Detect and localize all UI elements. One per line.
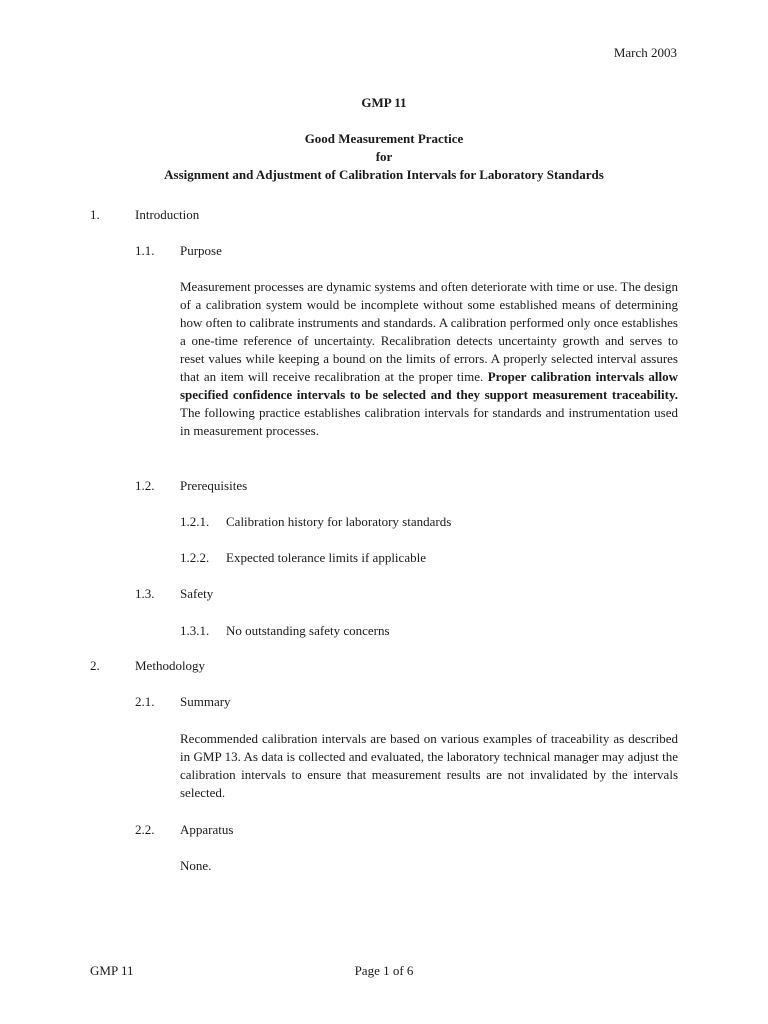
apparatus-paragraph: None. [180, 858, 212, 873]
section-2-heading [90, 657, 205, 675]
document-code: GMP 11 [361, 95, 407, 110]
purpose-text-end: The following practice establishes calibration intervals for standards and instrumentation used in measurement processes. [180, 405, 678, 438]
section-1-3-1-item [180, 622, 390, 640]
section-number: 1.1. [135, 243, 155, 258]
section-1-heading [90, 206, 199, 224]
section-number: 1.3. [135, 586, 155, 601]
section-1-1-heading [135, 242, 222, 260]
section-number: 2.1. [135, 694, 155, 709]
section-1-2-1-item [180, 513, 451, 531]
section-number: 1.2.2. [180, 550, 210, 565]
title-line-3: Assignment and Adjustment of Calibration Intervals for Laboratory Standards [164, 167, 604, 182]
purpose-paragraph [180, 278, 678, 440]
title-line-1: Good Measurement Practice [304, 131, 464, 146]
section-title: Safety [180, 586, 214, 601]
section-1-2-heading [135, 477, 247, 495]
summary-paragraph: Recommended calibration intervals are based on various examples of traceability as described in GMP 13. As data is collected and evaluated, the laboratory technical manager may adjust the calibration intervals to ensure that measurement results are not invalidated by the intervals selected. [180, 731, 678, 800]
section-1-3-heading [135, 585, 213, 603]
title-line-2: for [375, 149, 393, 164]
section-title: Expected tolerance limits if applicable [226, 550, 426, 565]
purpose-text: Measurement processes are dynamic systems and often deteriorate with time or use. The design of a calibration system would be incomplete without some established means of determining how often to calibrate instruments and standards. A calibration performed only once establishes a one-time reference of uncertainty. Recalibration detects uncertainty growth and serves to reset values while keeping a bound on the limits of errors. A properly selected interval assures that an item will receive recalibration at the proper time. [180, 279, 678, 384]
footer-page-number: Page 1 of 6 [354, 963, 414, 978]
section-title: Introduction [135, 207, 200, 222]
section-number: 1.3.1. [180, 623, 210, 638]
section-title: Purpose [180, 243, 222, 258]
section-number: 1. [90, 207, 100, 222]
section-number: 1.2.1. [180, 514, 210, 529]
section-number: 1.2. [135, 478, 155, 493]
section-2-1-heading [135, 693, 231, 711]
section-title: No outstanding safety concerns [226, 623, 390, 638]
section-number: 2.2. [135, 822, 155, 837]
purpose-bold-text: Proper calibration intervals allow specified confidence intervals to be selected and they support measurement traceability. [180, 369, 679, 402]
section-title: Methodology [135, 658, 206, 673]
section-2-2-heading [135, 821, 233, 839]
section-number: 2. [90, 658, 100, 673]
footer-document-code: GMP 11 [90, 963, 134, 978]
section-title: Prerequisites [180, 478, 248, 493]
header-date: March 2003 [613, 45, 677, 60]
section-title: Calibration history for laboratory standards [226, 514, 452, 529]
section-1-2-2-item [180, 549, 426, 567]
section-title: Apparatus [180, 822, 234, 837]
section-title: Summary [180, 694, 231, 709]
